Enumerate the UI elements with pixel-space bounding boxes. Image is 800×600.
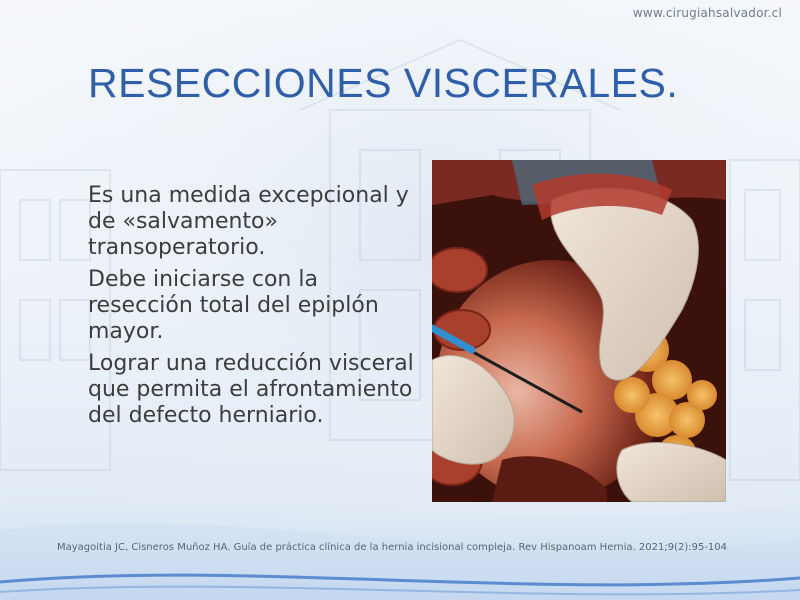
bullet-item: Debe iniciarse con la resección total del epiplón mayor. [88,267,379,344]
surgical-photo [432,160,726,502]
slide-title: RESECCIONES VISCERALES. [88,60,679,106]
citation: Mayagoitia JC, Cisneros Muñoz HA. Guía de práctica clínica de la hernia incisional compleja. Rev Hispanoam Hernia. 2021;9(2):95-104 [57,542,728,553]
bullet-item: Lograr una reducción visceral que permita el afrontamiento del defecto herniario. [88,351,414,428]
website-url: www.cirugiahsalvador.cl [632,6,782,20]
bullet-list [88,183,418,435]
bullet-item: Es una medida excepcional y de «salvamento» transoperatorio. [88,183,409,260]
